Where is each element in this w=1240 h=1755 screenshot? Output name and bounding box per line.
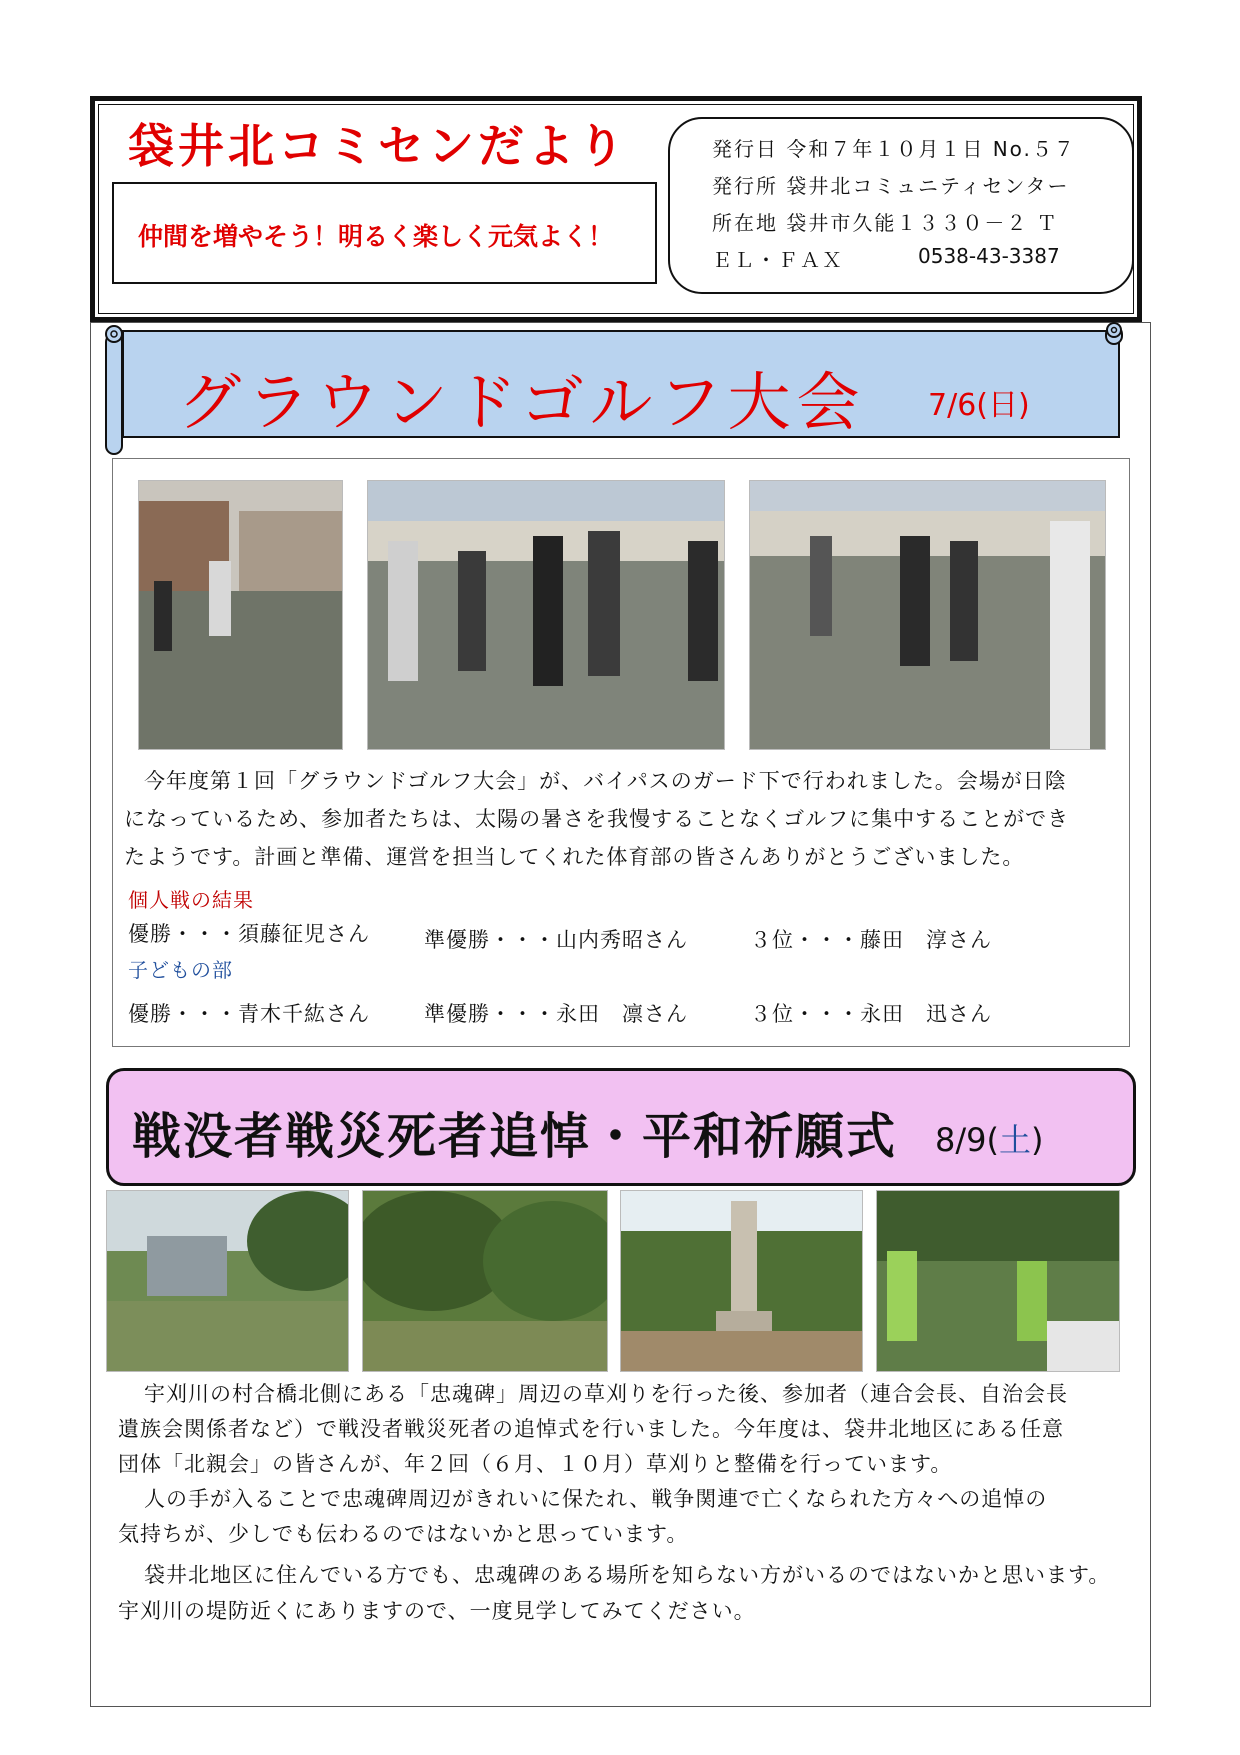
individual-first: 優勝・・・須藤征児さん [128,922,370,946]
tel-fax-label: ＥＬ・ＦＡＸ [712,248,844,272]
kids-third: ３位・・・永田 迅さん [750,1002,992,1026]
slogan: 仲間を増やそう！明るく楽しく元気よく！ [138,222,614,251]
photo-groundgolf-2 [367,480,725,750]
photo-memorial-4 [876,1190,1120,1372]
section2-paragraph-line-3: 団体「北親会」の皆さんが、年２回（６月、１０月）草刈りと整備を行っています。 [118,1452,953,1476]
photo-memorial-2 [362,1190,608,1372]
photo-memorial-1 [106,1190,349,1372]
kids-first: 優勝・・・青木千紘さん [128,1002,370,1026]
section2-date [935,1115,1043,1161]
section2-paragraph-line-2: 遺族会関係者など）で戦没者戦災死者の追悼式を行いました。今年度は、袋井北地区にある任意 [118,1417,1064,1441]
section2-paragraph-line-6: 袋井北地区に住んでいる方でも、忠魂碑のある場所を知らない方がいるのではないかと思います。 [144,1563,1111,1587]
photo-memorial-3 [620,1190,863,1372]
tel-fax-number: 0538-43-3387 [918,244,1060,268]
section2-title: 戦没者戦災死者追悼・平和祈願式 [132,1108,898,1165]
section2-paragraph-line-1: 宇刈川の村合橋北側にある「忠魂碑」周辺の草刈りを行った後、参加者（連合会長、自治会長 [144,1382,1068,1406]
section2-paragraph-line-7: 宇刈川の堤防近くにありますので、一度見学してみてください。 [118,1599,756,1623]
photo-groundgolf-3 [749,480,1106,750]
section1-paragraph-line-2: になっているため、参加者たちは、太陽の暑さを我慢することなくゴルフに集中することができ [124,807,1070,831]
section2-date-prefix: 8/9( [935,1121,999,1159]
section1-paragraph-line-1: 今年度第１回「グラウンドゴルフ大会」が、バイパスのガード下で行われました。会場が日陰 [144,769,1067,793]
photo-groundgolf-1 [138,480,343,750]
address: 所在地 袋井市久能１３３０－２ Ｔ [712,211,1059,235]
individual-third: ３位・・・藤田 淳さん [750,928,992,952]
section1-date: 7/6(日) [928,388,1030,423]
individual-results-heading: 個人戦の結果 [128,888,254,912]
section2-paragraph-line-5: 気持ちが、少しでも伝わるのではないかと思っています。 [118,1522,689,1546]
publisher: 発行所 袋井北コミュニティセンター [712,174,1070,198]
section2-date-suffix: ) [1031,1121,1044,1159]
section1-paragraph-line-3: たようです。計画と準備、運営を担当してくれた体育部の皆さんありがとうございました。 [124,845,1025,869]
kids-second: 準優勝・・・永田 凛さん [424,1002,688,1026]
kids-results-heading: 子どもの部 [128,958,233,982]
section2-date-day: 土 [998,1121,1031,1159]
publication-date: 発行日 令和７年１０月１日 No.５７ [712,137,1076,161]
section2-paragraph-line-4: 人の手が入ることで忠魂碑周辺がきれいに保たれ、戦争関連で亡くなられた方々への追悼の [144,1487,1048,1511]
individual-second: 準優勝・・・山内秀昭さん [424,928,688,952]
newsletter-title: 袋井北コミセンだより [128,119,628,173]
section1-title: グラウンドゴルフ大会 [178,366,866,439]
